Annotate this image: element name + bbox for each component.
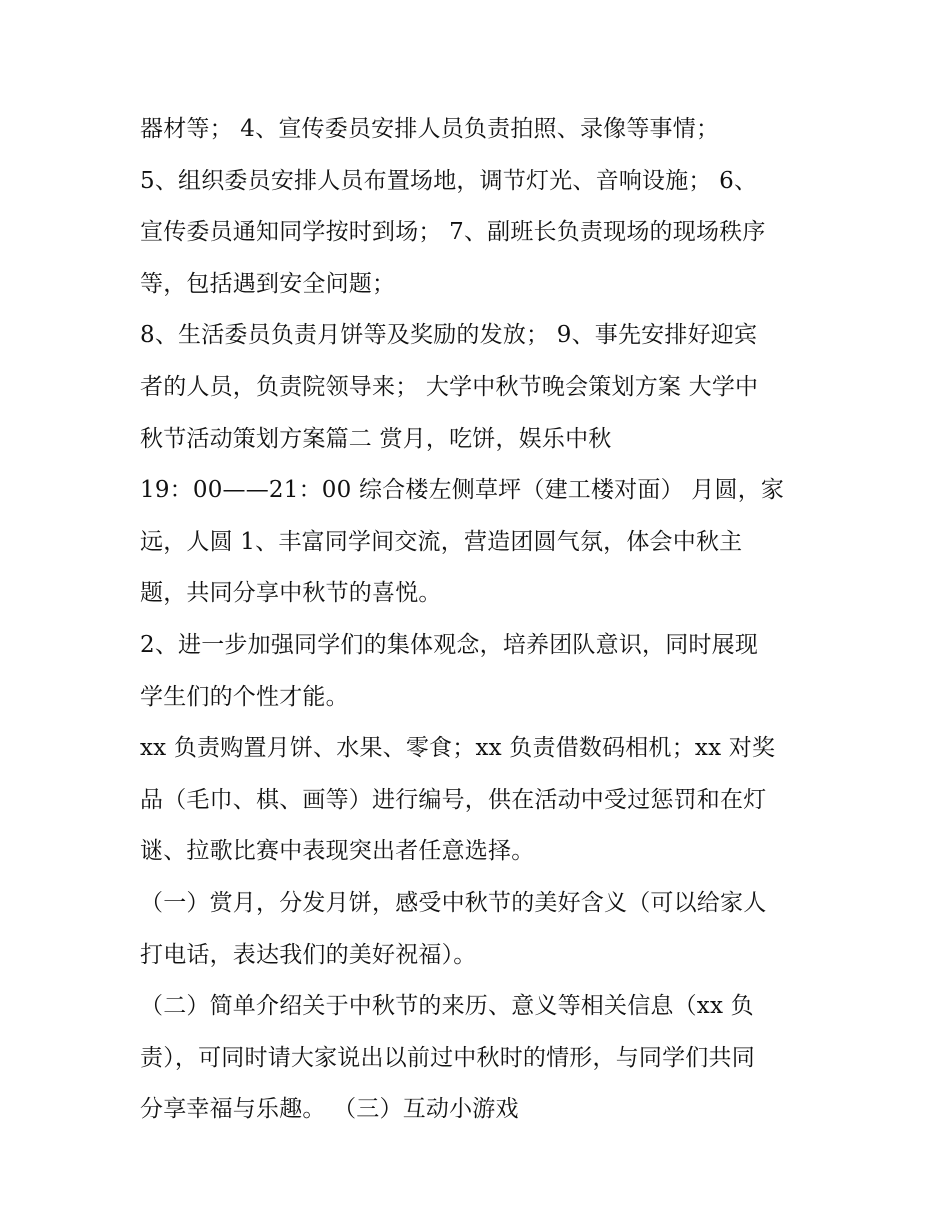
text-line: 者的人员，负责院领导来； 大学中秋节晚会策划方案 大学中	[140, 373, 759, 400]
text-line: 品（毛巾、棋、画等）进行编号，供在活动中受过惩罚和在灯	[140, 786, 767, 813]
text-line: 2、进一步加强同学们的集体观念，培养团队意识，同时展现	[140, 631, 759, 658]
text-line: （一）赏月，分发月饼，感受中秋节的美好含义（可以给家人	[140, 889, 767, 916]
text-line: 宣传委员通知同学按时到场； 7、副班长负责现场的现场秩序	[140, 219, 766, 246]
text-line: 远，人圆 1、丰富同学间交流，营造团圆气氛，体会中秋主	[140, 528, 743, 555]
text-line: 责），可同时请大家说出以前过中秋时的情形，与同学们共同	[140, 1044, 755, 1071]
body-text	[140, 104, 840, 1136]
text-line: 学生们的个性才能。	[140, 683, 349, 710]
text-line: （二）简单介绍关于中秋节的来历、意义等相关信息（xx 负	[140, 993, 754, 1020]
text-line: 器材等； 4、宣传委员安排人员负责拍照、录像等事情；	[140, 116, 720, 142]
text-line: 打电话，表达我们的美好祝福）。	[140, 941, 477, 968]
text-line: 题，共同分享中秋节的喜悦。	[140, 580, 442, 607]
text-line: xx 负责购置月饼、水果、零食；xx 负责借数码相机；xx 对奖	[140, 735, 776, 762]
text-line: 谜、拉歌比赛中表现突出者任意选择。	[140, 838, 535, 865]
text-line: 5、组织委员安排人员布置场地，调节灯光、音响设施； 6、	[140, 167, 758, 194]
text-line: 等，包括遇到安全问题；	[140, 270, 396, 297]
text-line: 8、生活委员负责月饼等及奖励的发放； 9、事先安排好迎宾	[140, 322, 758, 349]
text-line: 19：00——21：00 综合楼左侧草坪（建工楼对面） 月圆，家	[140, 477, 785, 504]
text-line: 秋节活动策划方案篇二 赏月，吃饼，娱乐中秋	[140, 425, 612, 452]
text-line: 分享幸福与乐趣。 （三）互动小游戏	[140, 1096, 519, 1123]
